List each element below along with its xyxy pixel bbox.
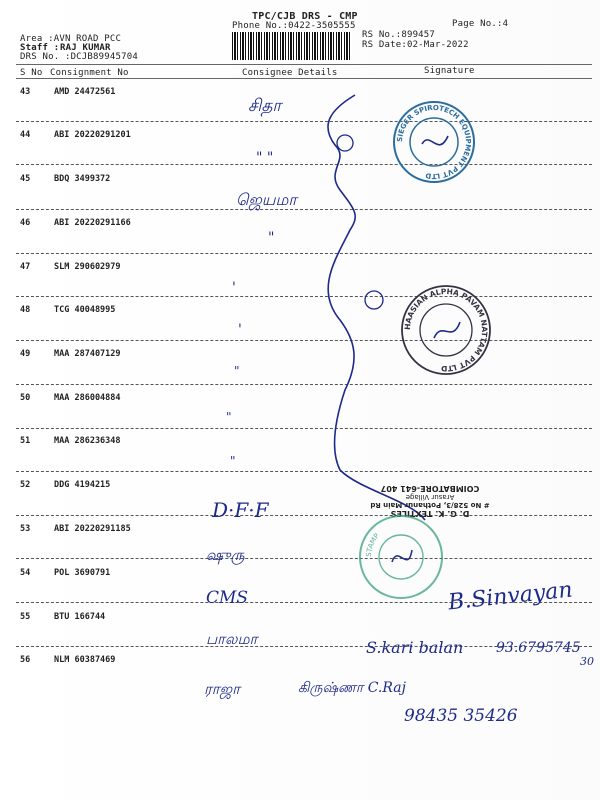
handwritten-phone: 93.6795745	[496, 640, 581, 656]
svg-text:HAASIAN ALPHA PAVAM NATTAM PVT	[403, 287, 489, 373]
row-consignment: TCG 40048995	[54, 305, 116, 315]
header-rule-top	[16, 64, 592, 65]
row-sno: 48	[20, 305, 31, 315]
handwritten-ditto: '	[232, 280, 236, 296]
row-sno: 43	[20, 87, 31, 97]
header-rule-bottom	[16, 78, 592, 79]
handwritten-note: 30	[580, 655, 594, 668]
row-sno: 44	[20, 130, 31, 140]
handwritten-name: ராஜா	[204, 680, 240, 698]
col-consignment: Consignment No	[50, 68, 129, 78]
handwritten-phone: 98435 35426	[404, 706, 518, 726]
stamp3-line4: COIMBATORE-641 407	[380, 484, 480, 493]
handwritten-ditto: "	[268, 230, 275, 246]
row-consignment: BDQ 3499372	[54, 174, 111, 184]
row-divider	[16, 558, 592, 559]
handwritten-ditto: "	[230, 454, 236, 468]
stamp2-text: HAASIAN ALPHA PAVAM NATTAM PVT LTD	[402, 286, 490, 374]
row-consignment: MAA 286004884	[54, 393, 121, 403]
stamp3-line2: # No 528/3, Pothanur Main Rd	[370, 501, 490, 509]
handwritten-ditto: " "	[256, 150, 274, 166]
rs-number: RS No.:899457	[362, 30, 436, 40]
handwritten-ditto: "	[226, 410, 232, 424]
area-label: Area :AVN ROAD PCC	[20, 34, 122, 44]
company-stamp-icon	[398, 282, 494, 378]
phone-number: Phone No.:0422-3505555	[232, 21, 356, 31]
row-sno: 50	[20, 393, 31, 403]
col-sno: S No	[20, 68, 43, 78]
row-consignment: MAA 286236348	[54, 436, 121, 446]
row-consignment: AMD 24472561	[54, 87, 116, 97]
handwritten-name: CMS	[206, 588, 249, 608]
col-signature: Signature	[424, 66, 475, 76]
row-consignment: ABI 20220291201	[54, 130, 131, 140]
handwritten-name: சிதா	[248, 96, 282, 116]
stamp3-line3: Arasur Village	[405, 493, 455, 501]
stamp4-text: STAMP	[364, 532, 382, 558]
staff-name: RAJ KUMAR	[60, 43, 111, 53]
stamp3-line1: D. G. K. TEXTILES	[390, 509, 470, 518]
row-sno: 53	[20, 524, 31, 534]
handwritten-name: ஷுரு	[206, 546, 245, 564]
handwritten-name: D·F·F	[212, 498, 269, 522]
rs-date: RS Date:02-Mar-2022	[362, 40, 469, 50]
row-consignment: DDG 4194215	[54, 480, 111, 490]
row-consignment: ABI 20220291166	[54, 218, 131, 228]
stamp1-text: SIEGER SPIROTECH EQUIPMENT PVT LTD	[395, 103, 473, 181]
textile-stamp	[355, 484, 505, 518]
row-sno: 47	[20, 262, 31, 272]
page-number: Page No.:4	[452, 19, 509, 29]
handwritten-ditto: "	[234, 364, 240, 378]
row-consignment: BTU 166744	[54, 612, 106, 622]
row-consignment: SLM 290602979	[54, 262, 121, 272]
row-consignment: ABI 20220291185	[54, 524, 131, 534]
staff-label: Staff :	[20, 43, 60, 53]
handwritten-name: பாலமா	[206, 630, 258, 648]
handwritten-name: S.kari balan	[366, 638, 464, 657]
row-sno: 55	[20, 612, 31, 622]
doc-title: TPC/CJB DRS - CMP	[252, 11, 358, 22]
row-sno: 56	[20, 655, 31, 665]
col-consignee: Consignee Details	[242, 68, 338, 78]
round-seal-icon	[358, 514, 444, 600]
handwritten-ditto: '	[238, 322, 242, 338]
row-consignment: MAA 287407129	[54, 349, 121, 359]
row-sno: 49	[20, 349, 31, 359]
barcode	[232, 32, 352, 60]
row-sno: 52	[20, 480, 31, 490]
row-consignment: POL 3690791	[54, 568, 111, 578]
row-sno: 51	[20, 436, 31, 446]
drs-number: DRS No. :DCJB89945704	[20, 52, 138, 62]
row-sno: 54	[20, 568, 31, 578]
handwritten-name: ஜெயமா	[236, 190, 297, 209]
company-stamp-icon	[392, 100, 476, 184]
row-consignment: NLM 60387469	[54, 655, 116, 665]
handwritten-name: கிருஷ்ணா C.Raj	[298, 680, 406, 696]
row-sno: 46	[20, 218, 31, 228]
handwritten-signature: B.Sinvayan	[447, 577, 574, 616]
row-sno: 45	[20, 174, 31, 184]
